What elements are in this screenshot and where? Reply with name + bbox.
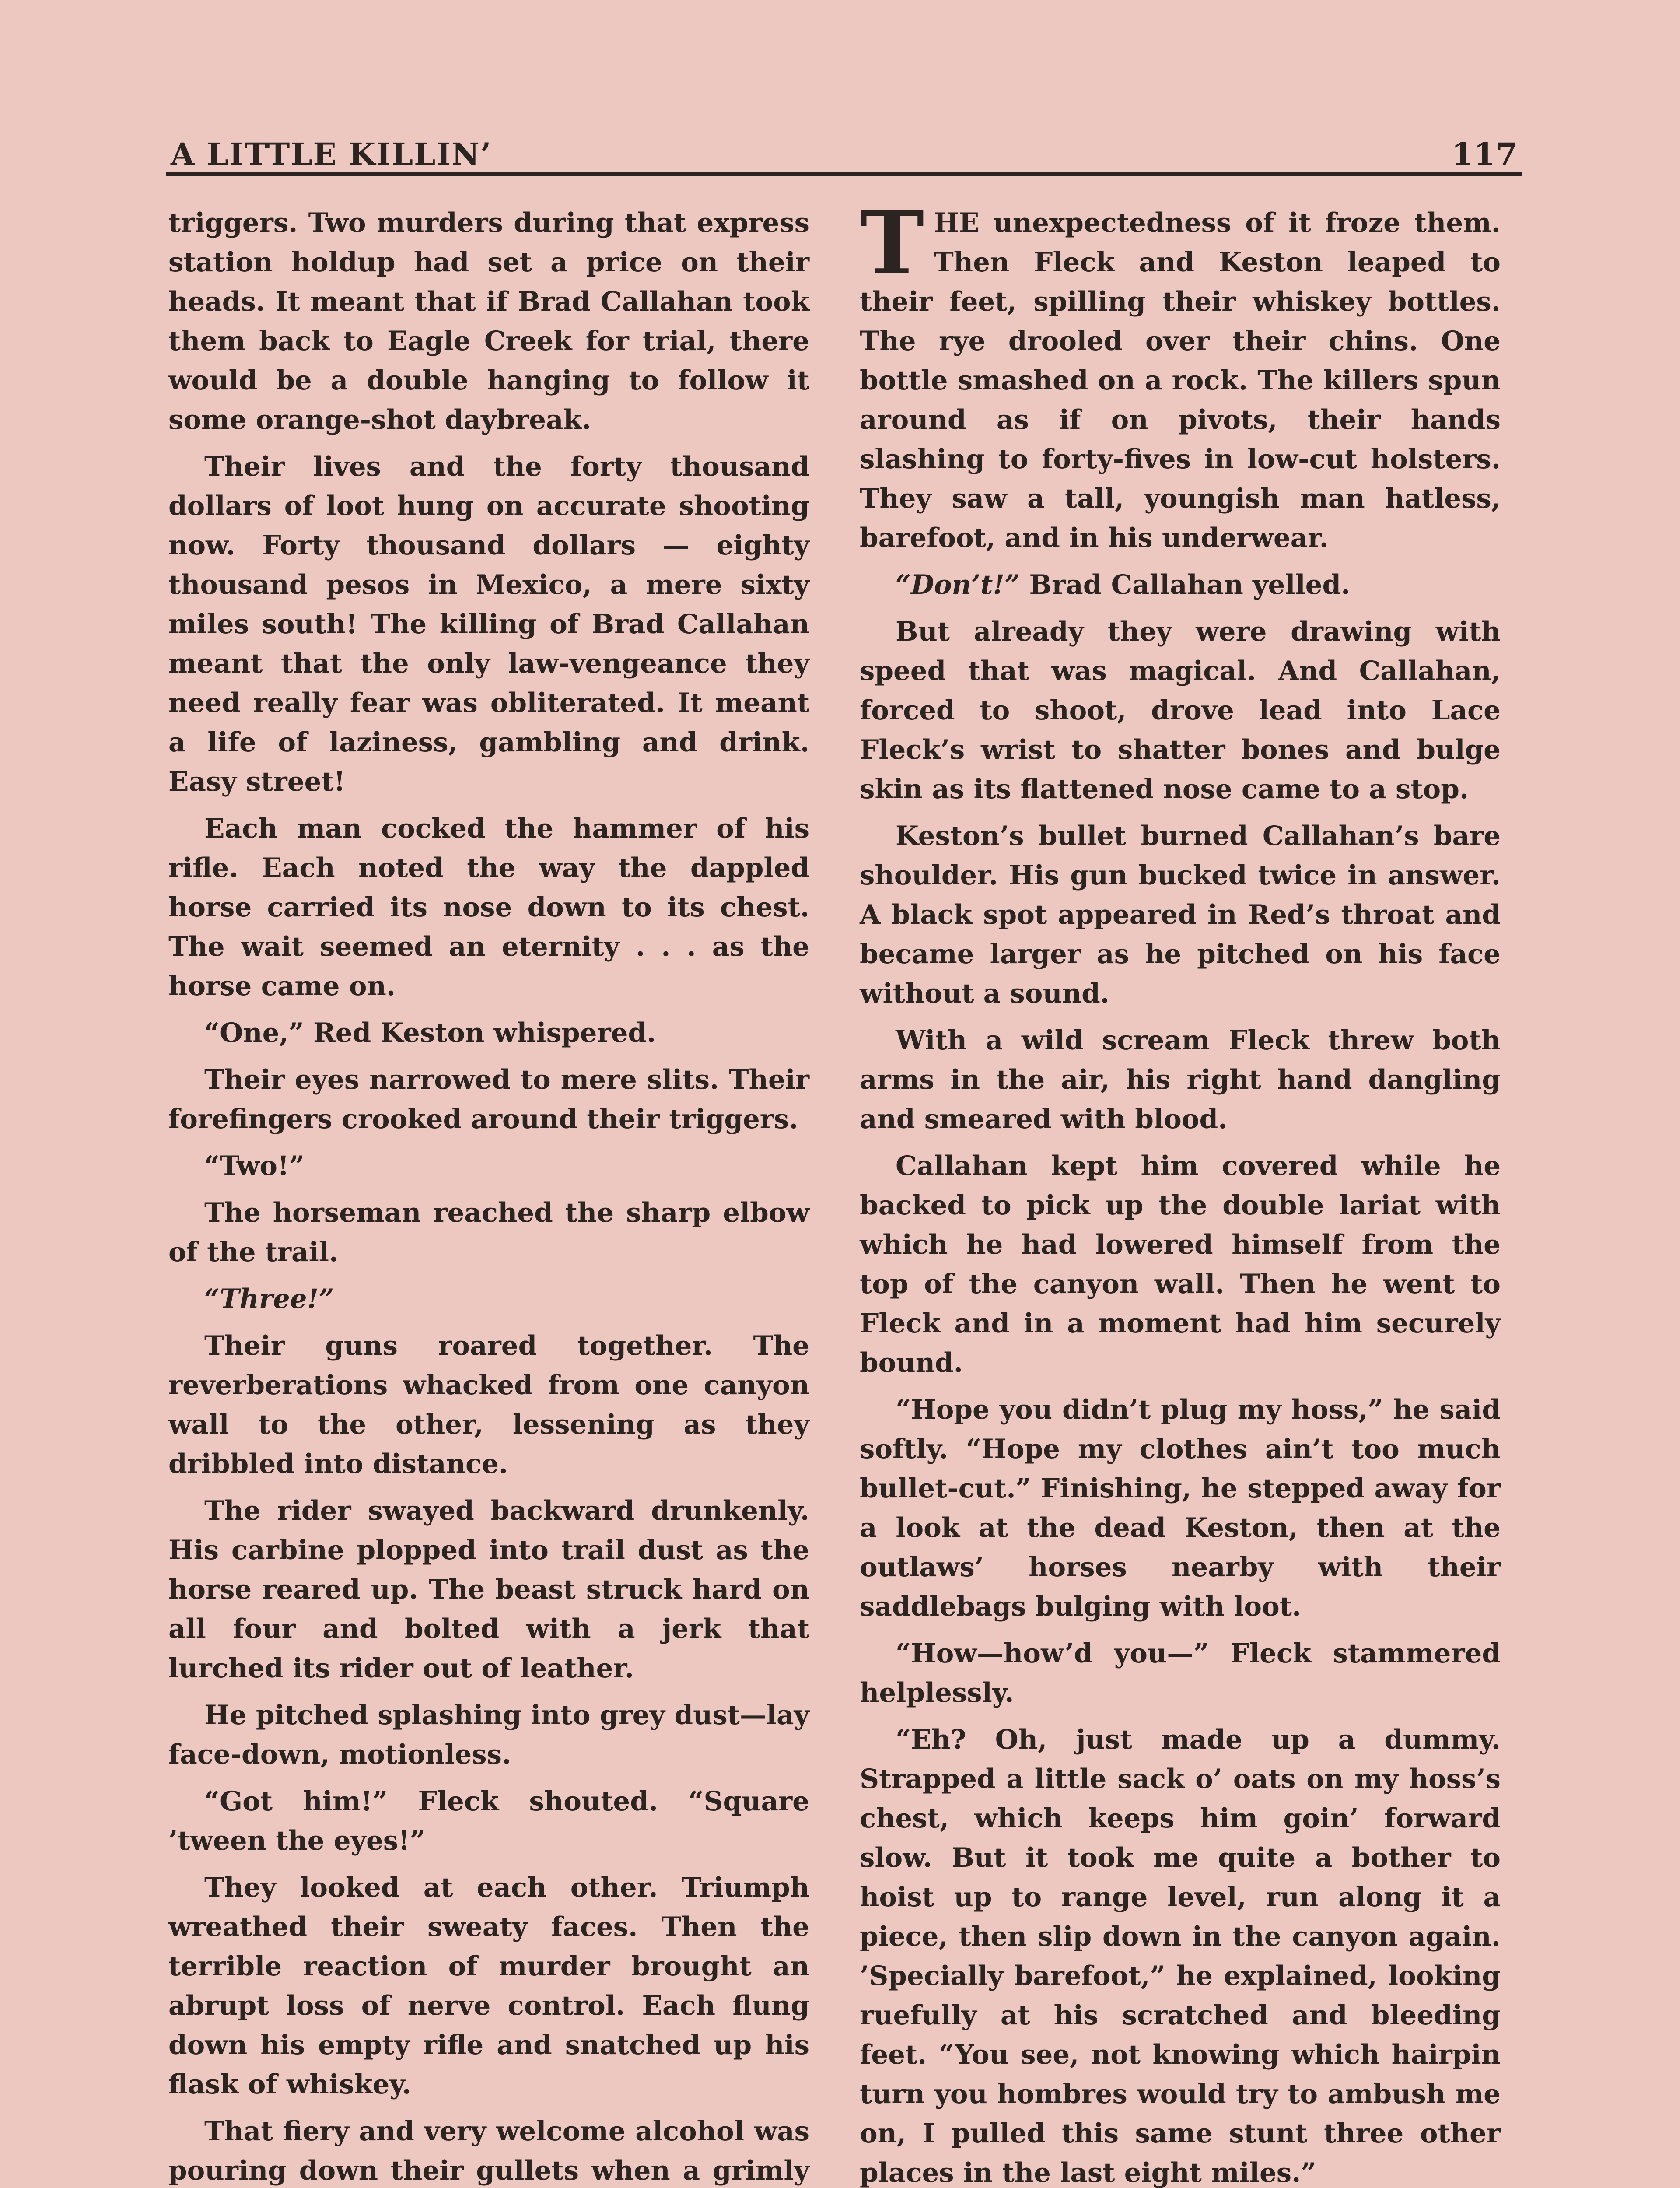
paragraph: They looked at each other. Triumph wreathed their sweaty faces. Then the terrible reaction of murder brought an abrupt loss of nerve control. Each flung down his empty rifle and snatched up his flask of whiskey. [168,1872,809,2100]
paragraph: The rider swayed backward drunkenly. His carbine plopped into trail dust as the horse reared up. The beast struck hard on all four and bolted with a jerk that lurched its rider out of leather. [168,1495,809,1684]
left-column [168,203,809,2188]
paragraph: Their guns roared together. The reverberations whacked from one canyon wall to the other, lessening as they dribbled into distance. [168,1330,809,1480]
right-column [860,192,1501,2188]
paragraph: Each man cocked the hammer of his rifle. Each noted the way the dappled horse carried its nose down to its chest. The wait seemed an eternity . . . as the horse came on. [168,813,809,1002]
paragraph: But already they were drawing with speed that was magical. And Callahan, forced to shoot, drove lead into Lace Fleck’s wrist to shatter bones and bulge skin as its flattened nose came to a stop. [860,616,1501,805]
paragraph: Their lives and the forty thousand dollars of loot hung on accurate shooting now. Forty thousand dollars — eighty thousand pesos in Mexico, a mere sixty miles south! The killing of Brad Callahan meant that the only law-vengeance they need really fear was obliterated. It meant a life of laziness, gambling and drink. Easy street! [168,451,809,797]
paragraph: “Eh? Oh, just made up a dummy. Strapped a little sack o’ oats on my hoss’s chest, which keeps him goin’ forward slow. But it took me quite a bother to hoist up to range level, run along it a piece, then slip down in the canyon again. ’Specially barefoot,” he explained, looking ruefully at his scratched and bleeding feet. “You see, not knowing which hairpin turn you hombres would try to ambush me on, I pulled this same stunt three other places in the last eight miles.” [860,1724,1501,2188]
drop-cap: T [860,192,924,294]
paragraph: He pitched splashing into grey dust—lay face-down, motionless. [168,1700,809,1770]
paragraph: Callahan kept him covered while he backed to pick up the double lariat with which he had lowered himself from the top of the canyon wall. Then he went to Fleck and in a moment had him securely bound. [860,1150,1501,1378]
paragraph: The horseman reached the sharp elbow of the trail. [168,1197,809,1268]
paragraph: “Hope you didn’t plug my hoss,” he said softly. “Hope my clothes ain’t too much bullet-cut.” Finishing, he stepped away for a look at the dead Keston, then at the outlaws’ horses nearby with their saddlebags bulging with loot. [860,1394,1501,1622]
paragraph: Keston’s bullet burned Callahan’s bare shoulder. His gun bucked twice in answer. A black spot appeared in Red’s throat and became larger as he pitched on his face without a sound. [860,820,1501,1009]
paragraph: “One,” Red Keston whispered. [204,1017,656,1048]
paragraph: With a wild scream Fleck threw both arms in the air, his right hand dangling and smeared with blood. [860,1025,1501,1135]
header-rule [166,172,1522,176]
opening-paragraph [860,192,1501,558]
story-title: A LITTLE KILLIN’ [171,136,492,172]
paragraph: triggers. Two murders during that express station holdup had set a price on their heads. It meant that if Brad Callahan took them back to Eagle Creek for trial, there would be a double hanging to follow it some orange-shot daybreak. [168,207,809,435]
paragraph [168,1280,809,1319]
page-number: 117 [1451,136,1518,172]
paragraph: “How—how’d you—” Fleck stammered helplessly. [860,1638,1501,1708]
italic-quote: “Don’t!” [896,569,1020,600]
running-header [171,127,1518,172]
paragraph [860,565,1501,605]
paragraph: Their eyes narrowed to mere slits. Their forefingers crooked around their triggers. [168,1064,809,1135]
opening-text: HE unexpectedness of it froze them. Then Fleck and Keston leaped to their feet, spilling their whiskey bottles. The rye drooled over their chins. One bottle smashed on a rock. The killers spun around as if on pivots, their hands slashing to forty-fives in low-cut holsters. They saw a tall, youngish man hatless, barefoot, and in his underwear. [860,207,1501,554]
paragraph: “Two!” [204,1150,304,1182]
italic-quote: “Three!” [204,1283,334,1315]
paragraph-text: Brad Callahan yelled. [1020,569,1351,600]
paragraph: “Got him!” Fleck shouted. “Square ’tween the eyes!” [168,1786,809,1856]
paragraph: That fiery and very welcome alcohol was pouring down their gullets when a grimly [168,2116,809,2186]
